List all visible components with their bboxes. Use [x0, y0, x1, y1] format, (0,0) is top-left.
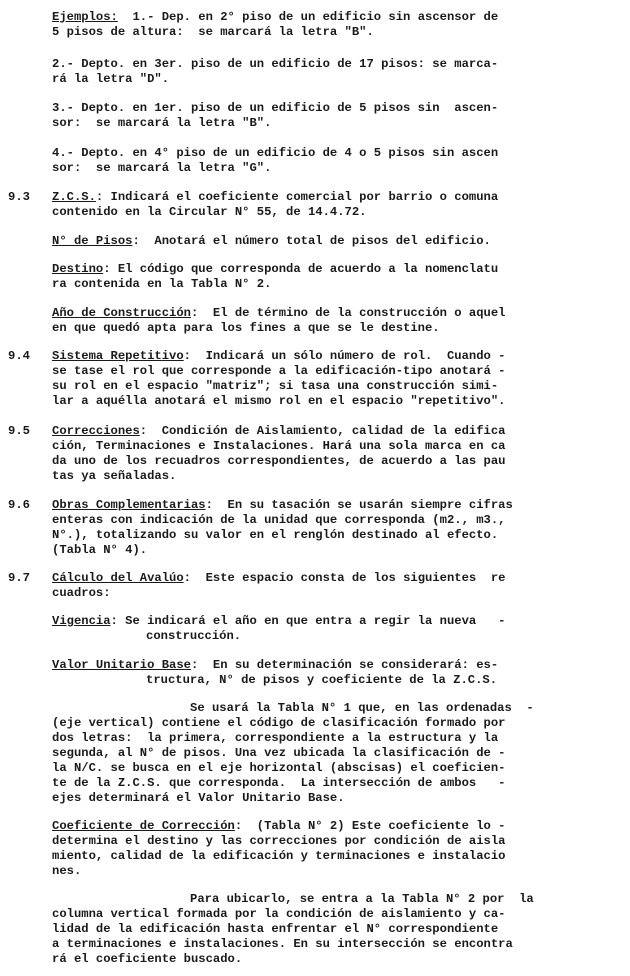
section-9-5: [52, 424, 505, 484]
section-number-9-6: 9.6: [8, 498, 30, 512]
example-3-line-2: sor: se marcará la letra "B".: [52, 116, 272, 130]
zcs-line-2: contenido en la Circular N° 55, de 14.4.72.: [52, 205, 367, 219]
example-4: [52, 146, 498, 176]
destino-line-1: : El código que corresponda de acuerdo a la nomenclatu: [103, 262, 499, 276]
numero-pisos-text: : Anotará el número total de pisos del edificio.: [132, 234, 491, 248]
zcs-line-1: : Indicará el coeficiente comercial por barrio o comuna: [95, 190, 499, 204]
calculo-avaluo-term: Cálculo del Avalúo: [52, 571, 184, 585]
obras-complementarias-line-1: : En su tasación se usarán siempre cifras: [205, 498, 513, 512]
coeficiente-correccion-line-4: nes.: [52, 864, 82, 878]
coeficiente-correccion-paragraph: [52, 819, 505, 879]
ano-construccion-line-1: : El de término de la construcción o aquel: [190, 306, 506, 320]
calculo-avaluo-line-2: cuadros:: [52, 586, 111, 600]
tabla-2-line-2: columna vertical formada por la condición de aislamiento y ca-: [52, 907, 506, 921]
calculo-avaluo-line-1: : Este espacio consta de los siguientes re: [183, 571, 506, 585]
vigencia-line-2-wrap: [146, 629, 241, 644]
tabla-1-line-7: ejes determinará el Valor Unitario Base.: [52, 791, 345, 805]
ano-construccion-term: Año de Construcción: [52, 306, 191, 320]
coeficiente-correccion-line-2: determina el destino y las correcciones por condición de aisla: [52, 834, 506, 848]
tabla-1-line-2: (eje vertical) contiene el código de clasificación formado por: [52, 716, 506, 730]
example-2: [52, 57, 498, 87]
tabla-2-line-5: rá el coeficiente buscado.: [52, 952, 243, 966]
example-4-line-2: sor: se marcará la letra "G".: [52, 161, 272, 175]
section-9-6: [52, 498, 513, 558]
correcciones-line-2: ción, Terminaciones e Instalaciones. Hará una sola marca en ca: [52, 439, 506, 453]
example-2-line-1: 2.- Depto. en 3er. piso de un edificio de 17 pisos: se marca-: [52, 57, 499, 71]
obras-complementarias-line-4: (Tabla N° 4).: [52, 543, 148, 557]
tabla-2-line-4: a terminaciones e instalaciones. En su intersección se encontra: [52, 937, 513, 951]
ano-construccion-line-2: en que quedó apta para los fines a que se le destine.: [52, 321, 440, 335]
tabla-2-paragraph-first: [190, 892, 534, 907]
section-9-7: [52, 571, 505, 601]
section-9-4: [52, 349, 505, 409]
example-4-line-1: 4.- Depto. en 4° piso de un edificio de 4 o 5 pisos sin ascen: [52, 146, 499, 160]
correcciones-term: Correcciones: [52, 424, 140, 438]
obras-complementarias-term: Obras Complementarias: [52, 498, 206, 512]
sistema-repetitivo-line-4: lar a aquélla anotará el mismo rol en el espacio "repetitivo".: [52, 394, 506, 408]
tabla-1-line-3: dos letras: la primera, correspondiente a la estructura y la: [52, 731, 499, 745]
destino-term: Destino: [52, 262, 104, 276]
correcciones-line-3: da uno de los recuadros correspondientes, de acuerdo a las pau: [52, 454, 506, 468]
example-1-line-2: 5 pisos de altura: se marcará la letra "B".: [52, 25, 374, 39]
sistema-repetitivo-line-2: se tase el rol que corresponde a la edificación-tipo anotará -: [52, 364, 506, 378]
example-3: [52, 101, 498, 131]
valor-unitario-line-2-wrap: [146, 673, 497, 688]
vigencia-line-1: : Se indicará el año en que entra a regir la nueva -: [110, 614, 506, 628]
tabla-1-line-1: Se usará la Tabla N° 1 que, en las ordenadas -: [190, 701, 534, 715]
tabla-2-line-1: Para ubicarlo, se entra a la Tabla N° 2 por la: [190, 892, 534, 906]
tabla-1-line-5: la N/C. se busca en el eje horizontal (abscisas) el coeficien-: [52, 761, 506, 775]
sistema-repetitivo-line-3: su rol en el espacio "matriz"; si tasa una construcción simi-: [52, 379, 499, 393]
tabla-1-paragraph-first: [190, 701, 534, 716]
tabla-2-line-3: lidad de la edificación hasta enfrentar el N° correspondiente: [52, 922, 499, 936]
section-number-9-4: 9.4: [8, 349, 30, 363]
sistema-repetitivo-line-1: : Indicará un sólo número de rol. Cuando -: [183, 349, 506, 363]
tabla-1-line-6: te de la Z.C.S. que corresponda. La intersección de ambos -: [52, 776, 506, 790]
destino-line-2: ra contenida en la Tabla N° 2.: [52, 277, 272, 291]
coeficiente-correccion-term: Coeficiente de Corrección: [52, 819, 235, 833]
valor-unitario-line-1: : En su determinación se considerará: es-: [190, 658, 499, 672]
valor-unitario-paragraph: [52, 658, 498, 673]
section-9-3: [52, 190, 498, 220]
correcciones-line-4: tas ya señaladas.: [52, 469, 177, 483]
obras-complementarias-line-2: enteras con indicación de la unidad que corresponda (m2., m3.,: [52, 513, 506, 527]
valor-unitario-term: Valor Unitario Base: [52, 658, 191, 672]
vigencia-line-2: construcción.: [146, 629, 242, 643]
vigencia-paragraph: [52, 614, 505, 629]
correcciones-line-1: : Condición de Aislamiento, calidad de la edifica: [139, 424, 506, 438]
section-number-9-5: 9.5: [8, 424, 30, 438]
tabla-1-paragraph: [52, 716, 505, 806]
example-1-line-1: 1.- Dep. en 2° piso de un edificio sin ascensor de: [117, 10, 499, 24]
section-number-9-7: 9.7: [8, 571, 30, 585]
vigencia-term: Vigencia: [52, 614, 111, 628]
coeficiente-correccion-line-1: : (Tabla N° 2) Este coeficiente lo -: [234, 819, 506, 833]
numero-pisos-term: N° de Pisos: [52, 234, 133, 248]
numero-pisos-paragraph: [52, 234, 491, 249]
examples-block: [52, 10, 498, 40]
valor-unitario-line-2: tructura, N° de pisos y coeficiente de la Z.C.S.: [146, 673, 498, 687]
examples-heading: Ejemplos:: [52, 10, 118, 24]
zcs-term: Z.C.S.: [52, 190, 96, 204]
ano-construccion-paragraph: [52, 306, 505, 336]
destino-paragraph: [52, 262, 498, 292]
tabla-1-line-4: segunda, al N° de pisos. Una vez ubicada la clasificación de -: [52, 746, 506, 760]
obras-complementarias-line-3: N°.), totalizando su valor en el renglón destinado al efecto.: [52, 528, 499, 542]
example-2-line-2: rá la letra "D".: [52, 72, 170, 86]
tabla-2-paragraph: [52, 907, 513, 967]
example-3-line-1: 3.- Depto. en 1er. piso de un edificio de 5 pisos sin ascen-: [52, 101, 499, 115]
section-number-9-3: 9.3: [8, 190, 30, 204]
sistema-repetitivo-term: Sistema Repetitivo: [52, 349, 184, 363]
coeficiente-correccion-line-3: miento, calidad de la edificación y terminaciones e instalacio: [52, 849, 506, 863]
